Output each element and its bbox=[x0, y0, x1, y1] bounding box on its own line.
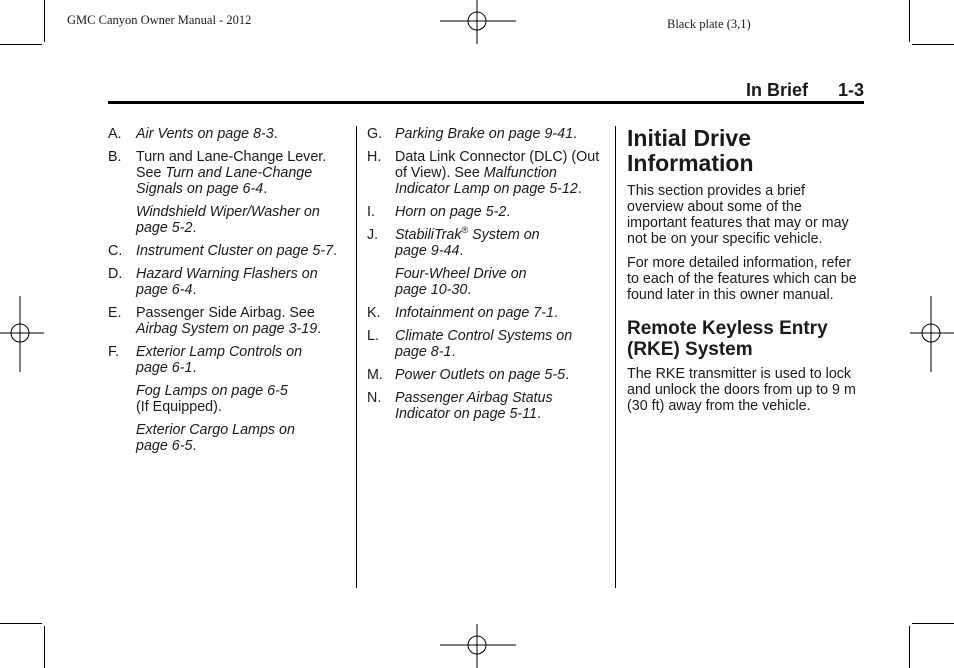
crop-mark-bottom-right-v bbox=[909, 626, 910, 668]
cross-reference: Power Outlets on page 5-5 bbox=[395, 367, 566, 383]
subsection-heading: Remote Keyless Entry (RKE) System bbox=[627, 318, 828, 360]
legend-item-m: M. Power Outlets on page 5-5. bbox=[367, 367, 570, 383]
header-rule bbox=[108, 101, 864, 104]
legend-subitem-b: Windshield Wiper/Washer on page 5-2. bbox=[136, 204, 320, 236]
rke-paragraph: The RKE transmitter is used to lock and unlock the doors from up to 9 m (30 ft) away from the vehicle. bbox=[627, 366, 856, 414]
print-header-right: Black plate (3,1) bbox=[667, 17, 751, 31]
crop-mark-bottom-left-v bbox=[44, 626, 45, 668]
cross-reference: Windshield Wiper/Washer on page 5-2 bbox=[136, 204, 320, 236]
crop-mark-top-right-h bbox=[912, 44, 954, 45]
legend-column-1 bbox=[108, 126, 348, 461]
legend-column-2 bbox=[367, 126, 603, 429]
column-divider-1 bbox=[356, 126, 357, 588]
legend-item-e: E. Passenger Side Airbag. See Airbag System on page 3-19. bbox=[108, 305, 322, 337]
section-title: In Brief bbox=[745, 80, 808, 100]
legend-subitem-f-fog: Fog Lamps on page 6-5 (If Equipped). bbox=[136, 383, 288, 415]
legend-item-g: G. Parking Brake on page 9-41. bbox=[367, 126, 578, 142]
legend-item-n: N. Passenger Airbag Status Indicator on page 5-11. bbox=[367, 390, 553, 422]
legend-item-h: H. Data Link Connector (DLC) (Out of View). See Malfunction Indicator Lamp on page 5-12. bbox=[367, 149, 600, 197]
registration-mark-top-icon bbox=[440, 0, 516, 44]
crop-mark-top-left-h bbox=[0, 44, 42, 45]
cross-reference: StabiliTrak® System on page 9-44 bbox=[395, 225, 540, 259]
legend-subitem-f-cargo: Exterior Cargo Lamps on page 6-5. bbox=[136, 422, 295, 454]
cross-reference: Instrument Cluster on page 5-7 bbox=[136, 243, 334, 259]
legend-item-a: A. Air Vents on page 8-3. bbox=[108, 126, 278, 142]
legend-item-d: D. Hazard Warning Flashers on page 6-4. bbox=[108, 266, 318, 298]
cross-reference: Horn on page 5-2 bbox=[395, 204, 507, 220]
crop-mark-top-left-v bbox=[44, 0, 45, 42]
registered-trademark: ® bbox=[461, 225, 469, 236]
cross-reference: Airbag System on page 3-19 bbox=[136, 321, 318, 337]
cross-reference: Infotainment on page 7-1 bbox=[395, 305, 554, 321]
legend-item-b: B. Turn and Lane-Change Lever. See Turn and Lane-Change Signals on page 6-4. bbox=[108, 149, 327, 197]
cross-reference: Turn and Lane-Change Signals on page 6-4 bbox=[136, 165, 313, 197]
registration-mark-bottom-icon bbox=[440, 624, 516, 668]
cross-reference: Air Vents on page 8-3 bbox=[136, 126, 274, 142]
cross-reference: Four-Wheel Drive on page 10-30 bbox=[395, 266, 527, 298]
registration-mark-left-icon bbox=[0, 296, 44, 372]
cross-reference: Exterior Lamp Controls on page 6-1 bbox=[136, 344, 303, 376]
intro-paragraph: This section provides a brief overview about some of the important features that may or may not be on your specific vehicle. bbox=[627, 183, 849, 247]
cross-reference: Fog Lamps on page 6-5 bbox=[136, 383, 288, 399]
cross-reference: Climate Control Systems on page 8-1 bbox=[395, 328, 573, 360]
cross-reference: Hazard Warning Flashers on page 6-4 bbox=[136, 266, 318, 298]
cross-reference: Passenger Airbag Status Indicator on page 5-11 bbox=[395, 390, 553, 422]
legend-item-c: C. Instrument Cluster on page 5-7. bbox=[108, 243, 338, 259]
page-number: 1-3 bbox=[837, 80, 864, 100]
cross-reference: Parking Brake on page 9-41 bbox=[395, 126, 574, 142]
legend-item-l: L. Climate Control Systems on page 8-1. bbox=[367, 328, 573, 360]
column-divider-2 bbox=[615, 126, 616, 588]
legend-subitem-j: Four-Wheel Drive on page 10-30. bbox=[395, 266, 527, 298]
crop-mark-bottom-right-h bbox=[912, 623, 954, 624]
cross-reference: Malfunction Indicator Lamp on page 5-12 bbox=[395, 165, 578, 197]
legend-item-k: K. Infotainment on page 7-1. bbox=[367, 305, 558, 321]
intro-column bbox=[627, 126, 865, 422]
legend-item-j: J. StabiliTrak® System on page 9-44. bbox=[367, 225, 540, 259]
cross-reference: Exterior Cargo Lamps on page 6-5 bbox=[136, 422, 295, 454]
section-header bbox=[700, 80, 864, 102]
crop-mark-top-right-v bbox=[909, 0, 910, 42]
detail-paragraph: For more detailed information, refer to each of the features which can be found later in this owner manual. bbox=[627, 255, 857, 303]
section-heading: Initial Drive Information bbox=[627, 125, 754, 176]
registration-mark-right-icon bbox=[910, 296, 954, 372]
legend-item-i: I. Horn on page 5-2. bbox=[367, 204, 511, 220]
legend-item-f: F. Exterior Lamp Controls on page 6-1. bbox=[108, 344, 303, 376]
crop-mark-bottom-left-h bbox=[0, 623, 42, 624]
print-header-left: GMC Canyon Owner Manual - 2012 bbox=[67, 13, 252, 27]
